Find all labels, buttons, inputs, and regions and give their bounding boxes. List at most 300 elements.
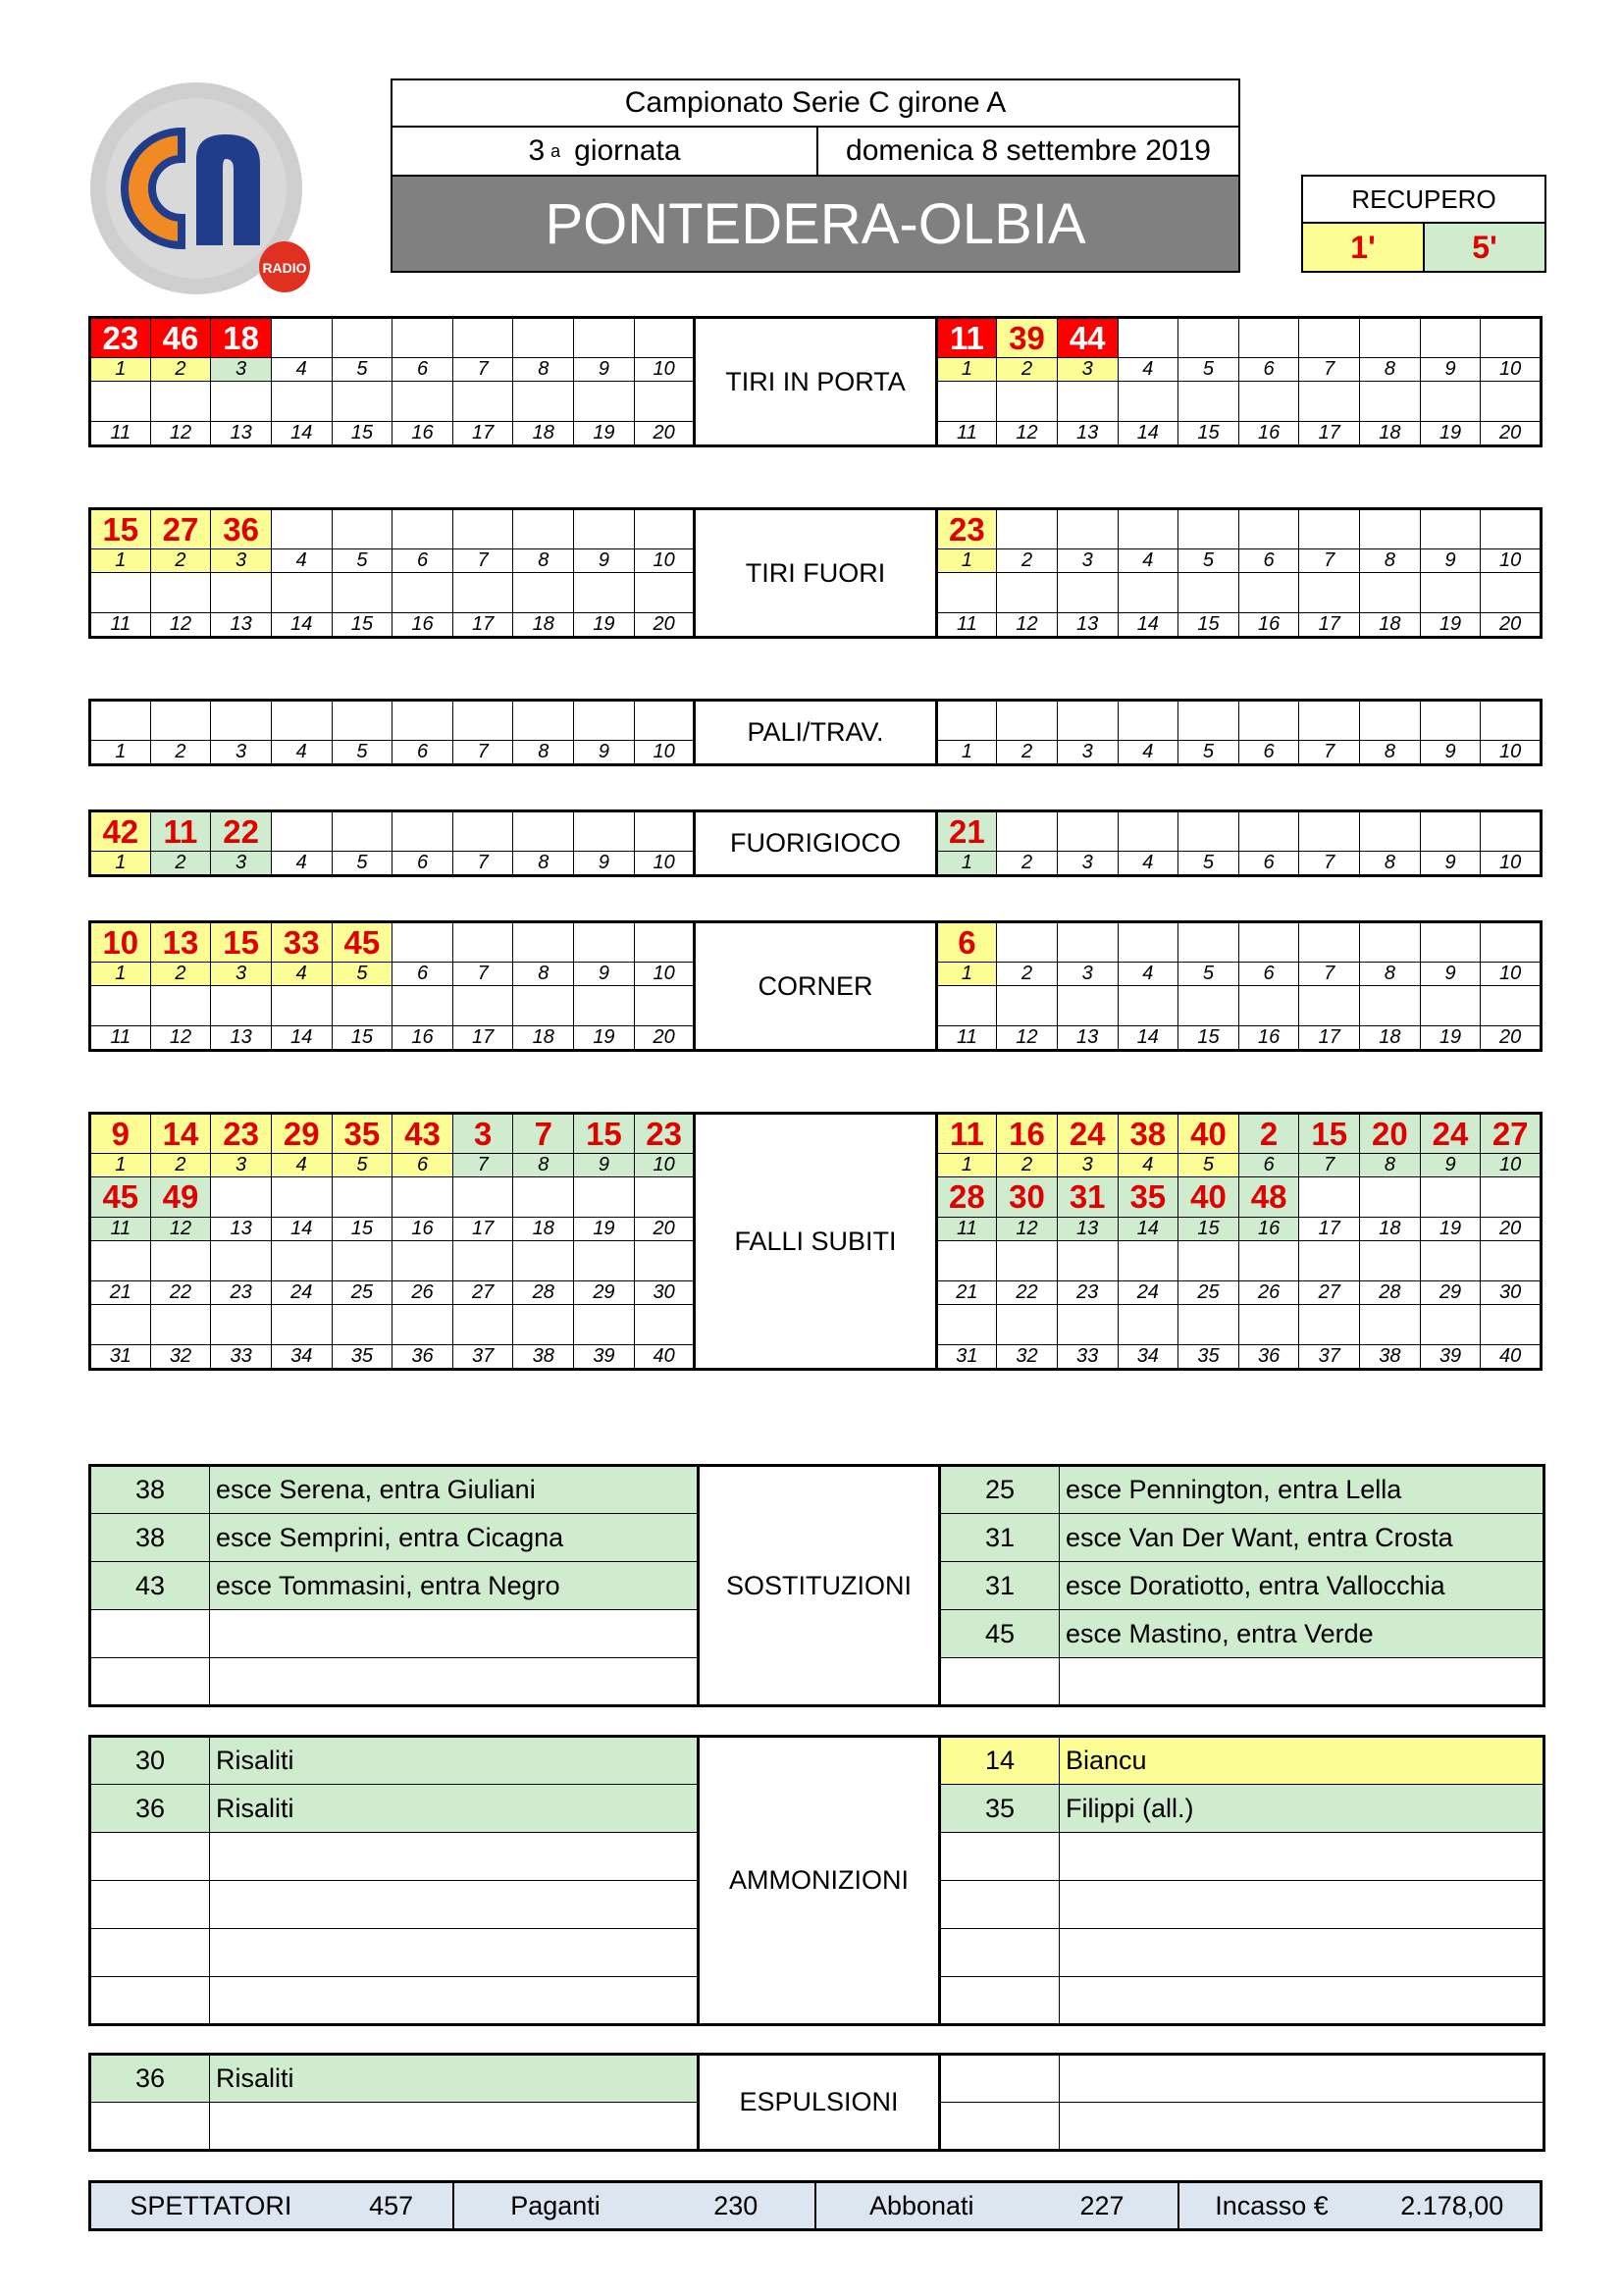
away-index-cell: 17 <box>1299 422 1360 446</box>
away-minute-cell: 24 <box>1057 1114 1118 1154</box>
away-minute-cell <box>1057 1241 1118 1281</box>
away-minute-cell <box>1118 382 1178 422</box>
home-minute-cell <box>513 573 574 613</box>
home-minute-cell <box>271 509 332 549</box>
away-index-cell: 10 <box>1481 852 1542 876</box>
home-minute-cell <box>452 922 513 963</box>
home-index-cell: 8 <box>513 741 574 765</box>
home-index-cell: 10 <box>634 852 695 876</box>
home-minute-cell <box>332 1305 392 1345</box>
recupero-first-half: 1' <box>1301 222 1425 273</box>
away-entry: esce Van Der Want, entra Crosta <box>1060 1514 1544 1562</box>
away-index-cell: 9 <box>1420 1154 1481 1177</box>
home-minute-cell <box>271 382 332 422</box>
away-minute-cell <box>997 922 1058 963</box>
away-minute-cell <box>1360 1305 1421 1345</box>
home-minute-cell <box>634 573 695 613</box>
home-minute: 36 <box>90 2055 210 2103</box>
home-index-cell: 12 <box>150 613 211 638</box>
home-index-cell: 6 <box>392 852 453 876</box>
home-minute-cell <box>513 318 574 358</box>
away-index-cell: 8 <box>1360 963 1421 986</box>
away-minute-cell <box>1481 922 1542 963</box>
away-index-cell: 7 <box>1299 963 1360 986</box>
section-label: SOSTITUZIONI <box>699 1466 940 1706</box>
away-index-cell: 20 <box>1481 1218 1542 1241</box>
home-index-cell: 7 <box>452 1154 513 1177</box>
away-index-cell: 21 <box>936 1281 997 1305</box>
away-minute-cell <box>1238 509 1299 549</box>
section-label: TIRI IN PORTA <box>695 318 936 446</box>
away-minute-cell <box>936 382 997 422</box>
away-index-cell: 13 <box>1057 1218 1118 1241</box>
section-tiri-in-porta <box>88 316 1543 447</box>
home-minute-cell <box>332 701 392 741</box>
away-index-cell: 12 <box>997 1026 1058 1051</box>
away-index-cell: 4 <box>1118 963 1178 986</box>
home-minute-cell: 15 <box>574 1114 635 1154</box>
home-index-cell: 8 <box>513 358 574 382</box>
home-minute-cell <box>211 1241 272 1281</box>
away-index-cell: 23 <box>1057 1281 1118 1305</box>
home-index-cell: 5 <box>332 358 392 382</box>
home-index-cell: 9 <box>574 741 635 765</box>
home-minute-cell <box>574 986 635 1026</box>
abbonati-cell: Abbonati 227 <box>816 2183 1179 2228</box>
away-index-cell: 2 <box>997 549 1058 573</box>
away-minute-cell: 31 <box>1057 1177 1118 1218</box>
home-index-cell: 3 <box>211 358 272 382</box>
home-index-cell: 37 <box>452 1345 513 1370</box>
home-index-cell: 29 <box>574 1281 635 1305</box>
home-entry <box>210 1881 699 1929</box>
home-index-cell: 14 <box>271 1026 332 1051</box>
home-index-cell: 7 <box>452 963 513 986</box>
home-index-cell: 3 <box>211 1154 272 1177</box>
home-minute-cell: 45 <box>332 922 392 963</box>
away-index-cell: 6 <box>1238 1154 1299 1177</box>
away-minute-cell <box>1420 509 1481 549</box>
away-index-cell: 15 <box>1178 1026 1239 1051</box>
home-index-cell: 15 <box>332 1218 392 1241</box>
home-minute: 38 <box>90 1514 210 1562</box>
away-minute-cell: 40 <box>1178 1177 1239 1218</box>
home-minute-cell <box>211 573 272 613</box>
away-index-cell: 14 <box>1118 1026 1178 1051</box>
home-index-cell: 18 <box>513 422 574 446</box>
home-minute-cell <box>271 811 332 852</box>
away-index-cell: 5 <box>1178 358 1239 382</box>
home-minute-cell <box>271 318 332 358</box>
away-index-cell: 28 <box>1360 1281 1421 1305</box>
away-minute-cell <box>1360 986 1421 1026</box>
away-index-cell: 2 <box>997 1154 1058 1177</box>
home-minute-cell <box>452 382 513 422</box>
away-minute-cell <box>1360 1177 1421 1218</box>
away-index-cell: 34 <box>1118 1345 1178 1370</box>
away-minute-cell <box>1238 986 1299 1026</box>
home-minute-cell <box>211 1305 272 1345</box>
home-index-cell: 6 <box>392 358 453 382</box>
home-index-cell: 14 <box>271 422 332 446</box>
away-index-cell: 4 <box>1118 549 1178 573</box>
home-index-cell: 5 <box>332 1154 392 1177</box>
home-minute-cell <box>513 701 574 741</box>
home-minute-cell <box>574 509 635 549</box>
home-minute-cell: 22 <box>211 811 272 852</box>
home-minute-cell <box>574 1305 635 1345</box>
home-index-cell: 12 <box>150 1218 211 1241</box>
away-index-cell: 40 <box>1481 1345 1542 1370</box>
away-index-cell: 19 <box>1420 1026 1481 1051</box>
away-minute-cell <box>997 1305 1058 1345</box>
home-minute-cell <box>150 986 211 1026</box>
away-minute <box>940 2103 1060 2151</box>
away-minute-cell <box>1238 1241 1299 1281</box>
away-minute-cell <box>1481 1241 1542 1281</box>
home-index-cell: 6 <box>392 1154 453 1177</box>
away-minute-cell <box>1057 811 1118 852</box>
section-tiri-fuori <box>88 507 1543 639</box>
away-index-cell: 10 <box>1481 1154 1542 1177</box>
away-index-cell: 17 <box>1299 1218 1360 1241</box>
home-index-cell: 21 <box>90 1281 151 1305</box>
away-minute-cell <box>1360 701 1421 741</box>
away-index-cell: 31 <box>936 1345 997 1370</box>
away-minute-cell <box>997 701 1058 741</box>
home-entry <box>210 1658 699 1706</box>
home-minute-cell <box>574 701 635 741</box>
away-index-cell: 18 <box>1360 1026 1421 1051</box>
home-minute-cell <box>90 573 151 613</box>
away-minute-cell <box>1118 922 1178 963</box>
home-minute <box>90 1610 210 1658</box>
away-index-cell: 7 <box>1299 358 1360 382</box>
home-minute-cell <box>574 573 635 613</box>
away-minute-cell <box>1481 318 1542 358</box>
home-index-cell: 20 <box>634 1218 695 1241</box>
away-minute-cell <box>1057 986 1118 1026</box>
home-index-cell: 2 <box>150 1154 211 1177</box>
away-index-cell: 18 <box>1360 422 1421 446</box>
away-minute-cell <box>1299 382 1360 422</box>
home-index-cell: 31 <box>90 1345 151 1370</box>
home-index-cell: 4 <box>271 549 332 573</box>
away-minute-cell: 30 <box>997 1177 1058 1218</box>
away-minute-cell <box>936 986 997 1026</box>
recupero-second-half: 5' <box>1423 222 1546 273</box>
away-index-cell: 4 <box>1118 852 1178 876</box>
section-label: CORNER <box>695 922 936 1051</box>
home-minute-cell <box>150 1241 211 1281</box>
home-index-cell: 9 <box>574 963 635 986</box>
home-index-cell: 1 <box>90 1154 151 1177</box>
away-minute-cell <box>1118 1241 1178 1281</box>
away-minute-cell <box>1118 1305 1178 1345</box>
home-index-cell: 2 <box>150 358 211 382</box>
home-minute-cell <box>211 1177 272 1218</box>
away-index-cell: 7 <box>1299 741 1360 765</box>
away-minute-cell <box>997 509 1058 549</box>
away-minute-cell <box>1299 573 1360 613</box>
away-index-cell: 12 <box>997 613 1058 638</box>
home-index-cell: 4 <box>271 1154 332 1177</box>
away-index-cell: 8 <box>1360 741 1421 765</box>
away-minute-cell <box>1420 1177 1481 1218</box>
home-index-cell: 39 <box>574 1345 635 1370</box>
away-index-cell: 14 <box>1118 1218 1178 1241</box>
away-minute-cell <box>1238 318 1299 358</box>
home-minute-cell: 33 <box>271 922 332 963</box>
home-minute <box>90 1658 210 1706</box>
away-index-cell: 36 <box>1238 1345 1299 1370</box>
home-minute-cell <box>332 318 392 358</box>
home-index-cell: 1 <box>90 358 151 382</box>
away-minute-cell <box>1238 701 1299 741</box>
home-minute-cell <box>392 1241 453 1281</box>
home-minute-cell: 9 <box>90 1114 151 1154</box>
away-index-cell: 3 <box>1057 549 1118 573</box>
away-minute-cell <box>1420 986 1481 1026</box>
home-minute-cell <box>150 382 211 422</box>
home-index-cell: 14 <box>271 613 332 638</box>
away-index-cell: 5 <box>1178 741 1239 765</box>
sostituzioni-table <box>88 1464 1545 1707</box>
away-minute-cell: 11 <box>936 318 997 358</box>
away-minute-cell <box>997 986 1058 1026</box>
home-minute-cell: 3 <box>452 1114 513 1154</box>
home-minute <box>90 1881 210 1929</box>
home-minute-cell <box>452 1241 513 1281</box>
away-index-cell: 30 <box>1481 1281 1542 1305</box>
away-minute-cell <box>936 1241 997 1281</box>
home-index-cell: 18 <box>513 1218 574 1241</box>
away-entry: esce Doratiotto, entra Vallocchia <box>1060 1562 1544 1610</box>
away-minute-cell <box>1420 701 1481 741</box>
away-index-cell: 6 <box>1238 741 1299 765</box>
home-index-cell: 19 <box>574 613 635 638</box>
away-index-cell: 13 <box>1057 422 1118 446</box>
away-minute-cell <box>1420 1305 1481 1345</box>
away-minute-cell <box>1057 573 1118 613</box>
home-minute-cell <box>574 318 635 358</box>
home-entry <box>210 1610 699 1658</box>
ammonizioni-table <box>88 1735 1545 2026</box>
home-index-cell: 15 <box>332 613 392 638</box>
home-minute-cell <box>392 701 453 741</box>
away-minute-cell <box>1118 811 1178 852</box>
home-minute-cell <box>392 922 453 963</box>
home-minute-cell <box>634 1177 695 1218</box>
away-index-cell: 10 <box>1481 741 1542 765</box>
home-minute-cell <box>392 1177 453 1218</box>
section-label: TIRI FUORI <box>695 509 936 638</box>
home-entry: esce Semprini, entra Cicagna <box>210 1514 699 1562</box>
away-minute-cell <box>936 1305 997 1345</box>
away-index-cell: 10 <box>1481 358 1542 382</box>
home-minute-cell <box>392 318 453 358</box>
away-index-cell: 2 <box>997 852 1058 876</box>
home-minute-cell <box>634 1305 695 1345</box>
away-index-cell: 1 <box>936 1154 997 1177</box>
section-pali-trav <box>88 699 1543 766</box>
home-index-cell: 22 <box>150 1281 211 1305</box>
away-index-cell: 6 <box>1238 549 1299 573</box>
home-index-cell: 8 <box>513 1154 574 1177</box>
home-index-cell: 26 <box>392 1281 453 1305</box>
away-index-cell: 35 <box>1178 1345 1239 1370</box>
away-minute-cell <box>1360 509 1421 549</box>
away-minute-cell: 24 <box>1420 1114 1481 1154</box>
away-minute <box>940 1977 1060 2025</box>
home-minute-cell: 45 <box>90 1177 151 1218</box>
away-minute-cell <box>1299 922 1360 963</box>
incasso-cell: Incasso € 2.178,00 <box>1215 2190 1504 2220</box>
home-index-cell: 1 <box>90 963 151 986</box>
home-index-cell: 38 <box>513 1345 574 1370</box>
away-minute: 31 <box>940 1562 1060 1610</box>
away-minute-cell <box>1178 922 1239 963</box>
competition-title: Campionato Serie C girone A <box>391 78 1240 128</box>
recupero-label: RECUPERO <box>1301 175 1546 224</box>
away-minute-cell: 6 <box>936 922 997 963</box>
home-index-cell: 13 <box>211 613 272 638</box>
away-minute-cell: 11 <box>936 1114 997 1154</box>
away-minute-cell <box>1238 573 1299 613</box>
away-index-cell: 3 <box>1057 358 1118 382</box>
away-minute <box>940 1658 1060 1706</box>
home-minute-cell: 23 <box>634 1114 695 1154</box>
match-title: PONTEDERA-OLBIA <box>391 175 1240 273</box>
away-minute-cell <box>1481 701 1542 741</box>
away-minute-cell: 21 <box>936 811 997 852</box>
away-minute-cell <box>997 382 1058 422</box>
home-minute-cell <box>452 1177 513 1218</box>
home-minute-cell <box>634 1241 695 1281</box>
away-index-cell: 5 <box>1178 1154 1239 1177</box>
away-minute-cell <box>1178 701 1239 741</box>
home-entry: Risaliti <box>210 2055 699 2103</box>
home-minute-cell: 15 <box>90 509 151 549</box>
away-index-cell: 6 <box>1238 852 1299 876</box>
home-minute-cell <box>211 382 272 422</box>
home-minute-cell <box>574 811 635 852</box>
home-minute-cell <box>574 922 635 963</box>
home-index-cell: 7 <box>452 358 513 382</box>
away-minute-cell <box>1118 509 1178 549</box>
home-index-cell: 18 <box>513 613 574 638</box>
home-minute-cell <box>452 509 513 549</box>
away-minute-cell: 23 <box>936 509 997 549</box>
away-index-cell: 29 <box>1420 1281 1481 1305</box>
home-index-cell: 9 <box>574 852 635 876</box>
home-minute-cell: 23 <box>211 1114 272 1154</box>
away-minute-cell <box>1420 382 1481 422</box>
home-minute-cell <box>150 573 211 613</box>
home-minute-cell <box>332 573 392 613</box>
home-index-cell: 34 <box>271 1345 332 1370</box>
away-minute-cell <box>1238 811 1299 852</box>
away-index-cell: 39 <box>1420 1345 1481 1370</box>
away-index-cell: 16 <box>1238 422 1299 446</box>
away-minute: 35 <box>940 1785 1060 1833</box>
away-index-cell: 8 <box>1360 549 1421 573</box>
home-minute-cell: 23 <box>90 318 151 358</box>
home-index-cell: 12 <box>150 1026 211 1051</box>
home-minute-cell <box>452 701 513 741</box>
away-index-cell: 20 <box>1481 1026 1542 1051</box>
home-index-cell: 6 <box>392 549 453 573</box>
home-index-cell: 5 <box>332 549 392 573</box>
away-index-cell: 6 <box>1238 358 1299 382</box>
home-index-cell: 9 <box>574 1154 635 1177</box>
home-minute-cell <box>634 922 695 963</box>
home-index-cell: 20 <box>634 613 695 638</box>
home-index-cell: 17 <box>452 422 513 446</box>
away-entry <box>1060 1881 1544 1929</box>
home-minute-cell <box>634 811 695 852</box>
away-minute-cell <box>997 811 1058 852</box>
away-index-cell: 24 <box>1118 1281 1178 1305</box>
home-minute-cell: 10 <box>90 922 151 963</box>
home-index-cell: 13 <box>211 1026 272 1051</box>
away-entry: Biancu <box>1060 1737 1544 1785</box>
home-index-cell: 8 <box>513 963 574 986</box>
section-falli-subiti <box>88 1112 1543 1371</box>
home-minute-cell <box>513 1305 574 1345</box>
away-index-cell: 20 <box>1481 613 1542 638</box>
home-minute-cell <box>90 1241 151 1281</box>
away-minute-cell <box>1238 382 1299 422</box>
home-minute-cell <box>332 811 392 852</box>
home-minute-cell <box>392 509 453 549</box>
away-index-cell: 9 <box>1420 741 1481 765</box>
home-index-cell: 10 <box>634 358 695 382</box>
home-minute-cell: 29 <box>271 1114 332 1154</box>
home-index-cell: 19 <box>574 1026 635 1051</box>
section-label: FALLI SUBITI <box>695 1114 936 1370</box>
home-minute-cell <box>150 1305 211 1345</box>
away-minute: 14 <box>940 1737 1060 1785</box>
home-index-cell: 4 <box>271 358 332 382</box>
away-index-cell: 4 <box>1118 358 1178 382</box>
home-minute-cell <box>513 922 574 963</box>
home-index-cell: 15 <box>332 422 392 446</box>
home-entry <box>210 2103 699 2151</box>
home-index-cell: 20 <box>634 1026 695 1051</box>
away-index-cell: 18 <box>1360 1218 1421 1241</box>
away-index-cell: 2 <box>997 963 1058 986</box>
home-minute-cell: 49 <box>150 1177 211 1218</box>
away-index-cell: 7 <box>1299 1154 1360 1177</box>
away-minute-cell <box>1118 986 1178 1026</box>
home-index-cell: 9 <box>574 549 635 573</box>
away-index-cell: 10 <box>1481 549 1542 573</box>
away-minute-cell <box>1481 811 1542 852</box>
home-minute-cell <box>271 1305 332 1345</box>
home-index-cell: 2 <box>150 549 211 573</box>
home-minute-cell: 15 <box>211 922 272 963</box>
away-minute-cell <box>1481 986 1542 1026</box>
home-minute-cell: 14 <box>150 1114 211 1154</box>
home-minute-cell <box>90 382 151 422</box>
section-label: FUORIGIOCO <box>695 811 936 876</box>
away-index-cell: 32 <box>997 1345 1058 1370</box>
home-minute-cell <box>392 382 453 422</box>
away-entry <box>1060 1658 1544 1706</box>
home-minute-cell: 7 <box>513 1114 574 1154</box>
home-minute <box>90 1929 210 1977</box>
